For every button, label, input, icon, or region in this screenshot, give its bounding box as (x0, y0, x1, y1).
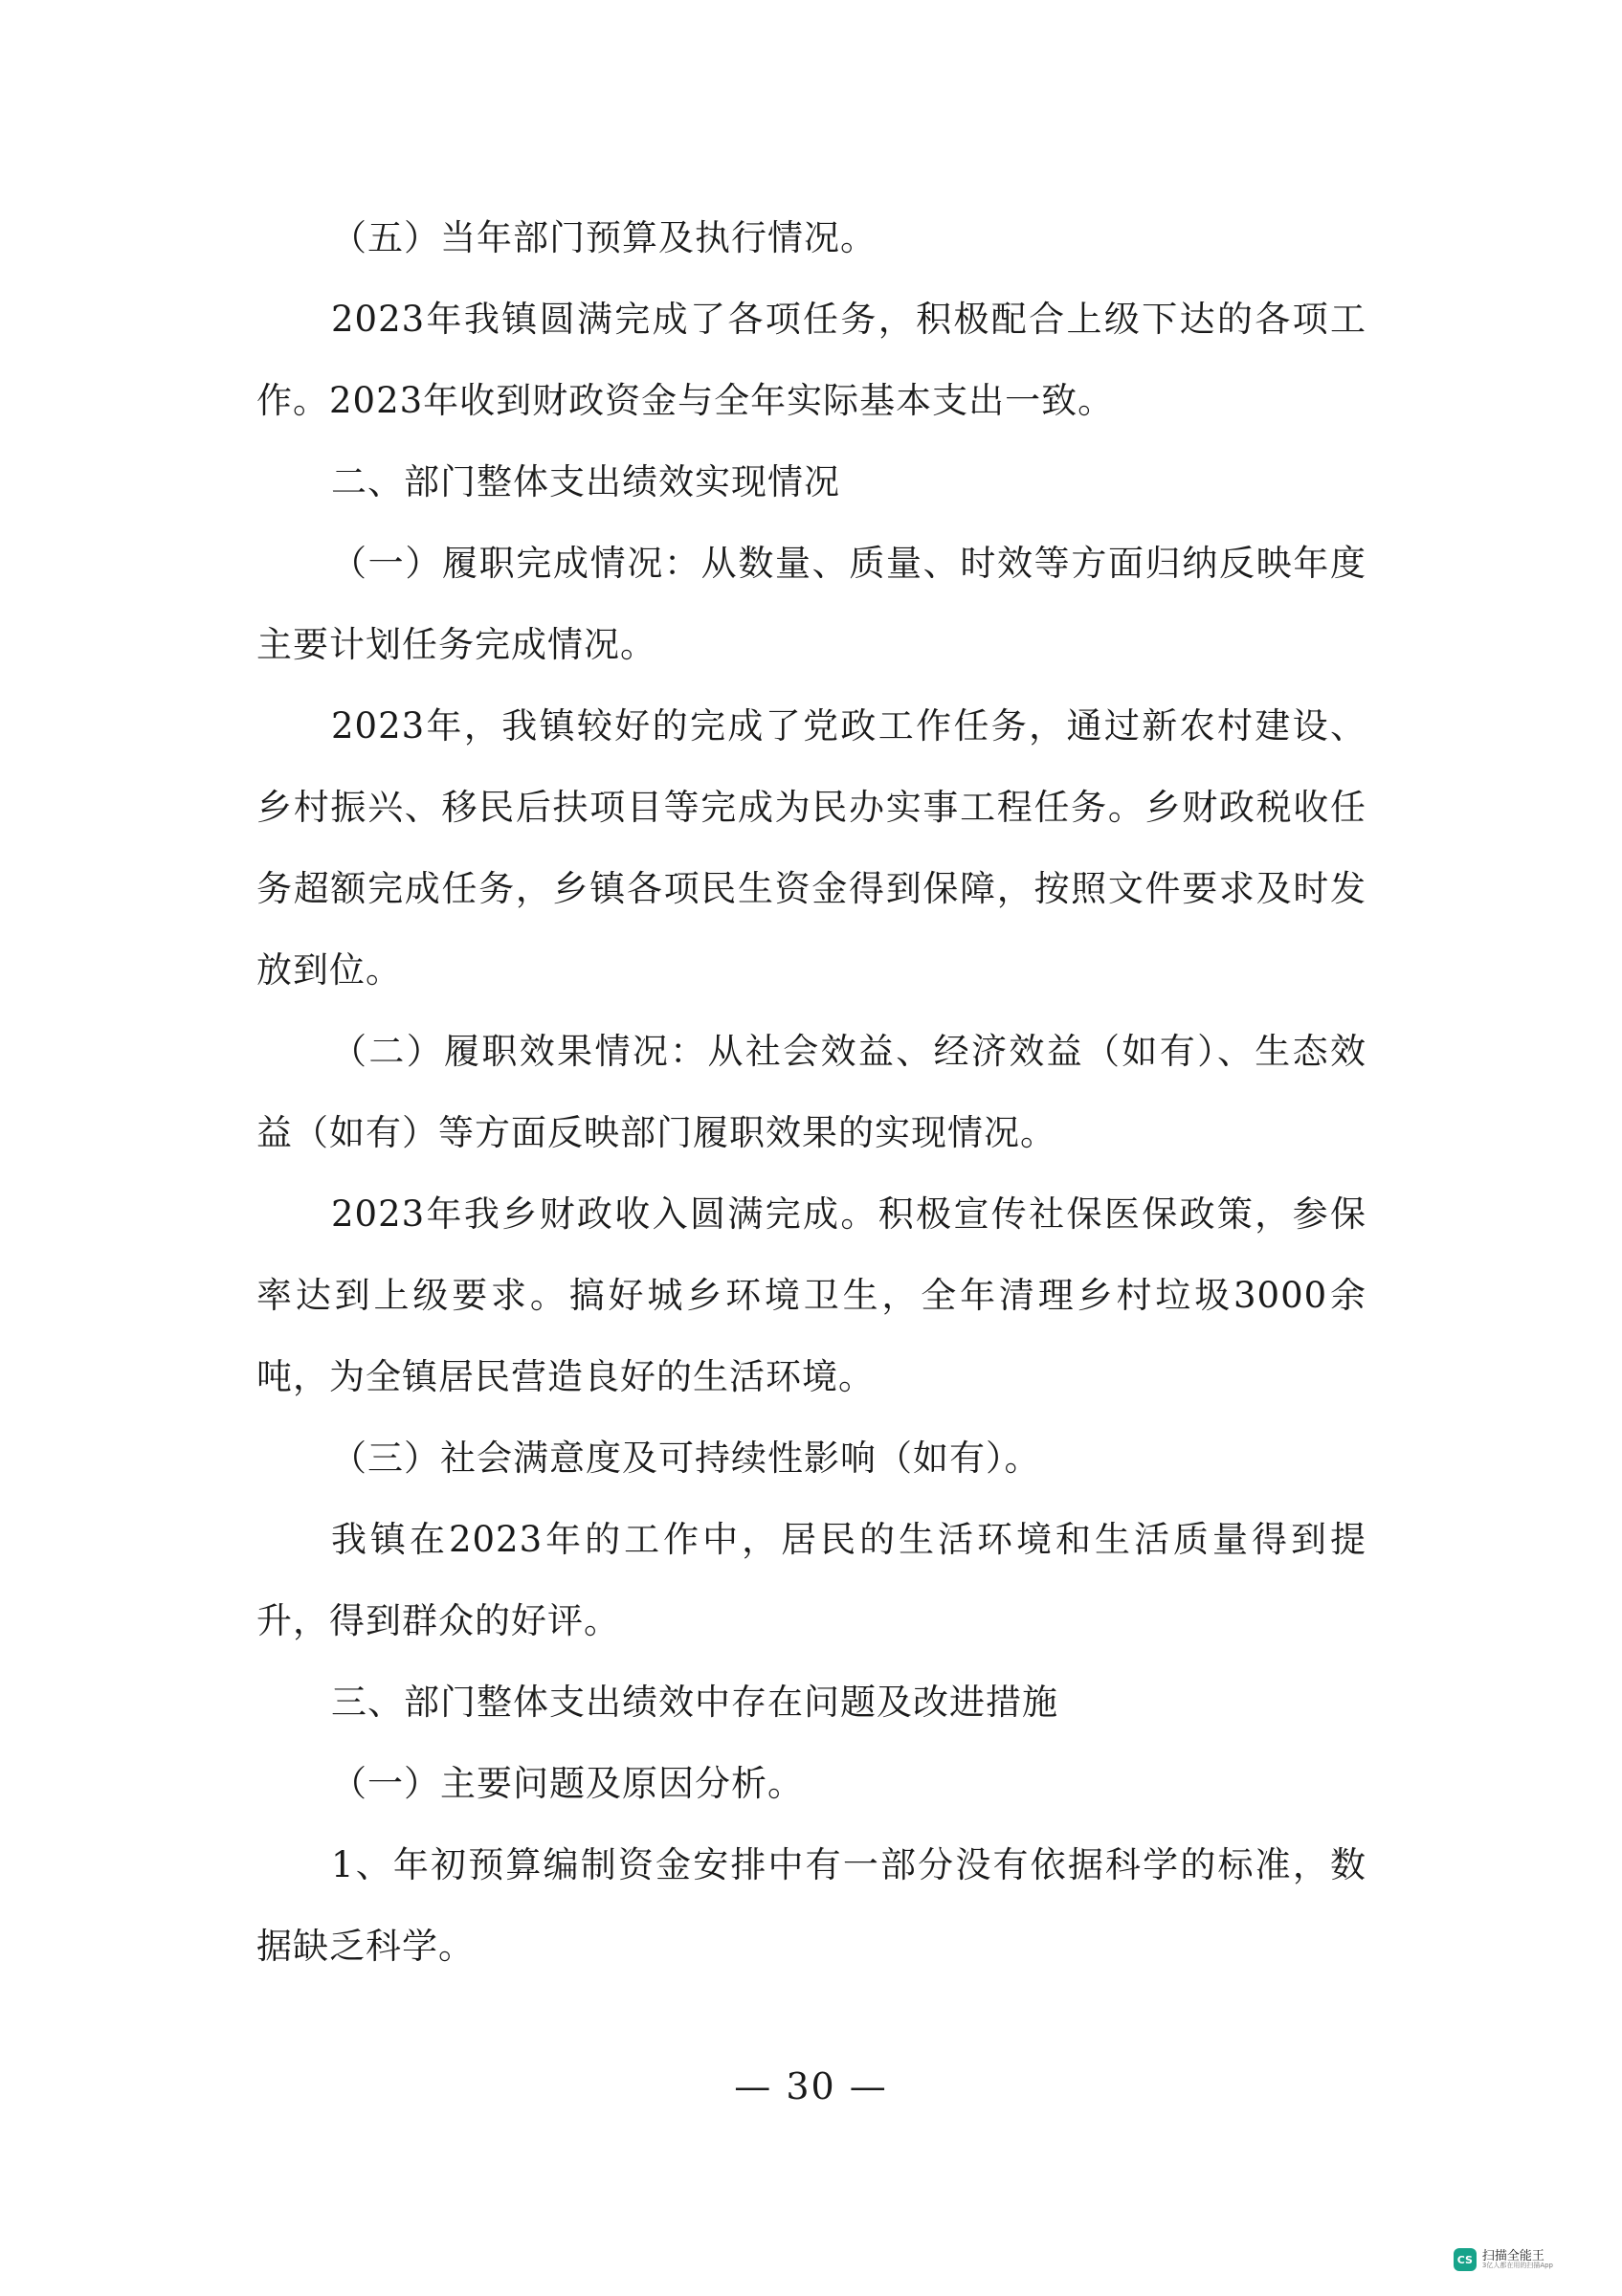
body-paragraph: 1、年初预算编制资金安排中有一部分没有依据科学的标准，数据缺乏科学。 (256, 1844, 1366, 1967)
document-body (256, 197, 1366, 1987)
section-heading: 二、部门整体支出绩效实现情况 (331, 461, 840, 502)
watermark-subtitle: 3亿人都在用的扫描App (1481, 2262, 1553, 2270)
scanner-watermark (1454, 2248, 1553, 2271)
body-paragraph: 2023年我镇圆满完成了各项任务，积极配合上级下达的各项工作。2023年收到财政资金与全年实际基本支出一致。 (256, 299, 1366, 421)
body-paragraph: 2023年，我镇较好的完成了党政工作任务，通过新农村建设、乡村振兴、移民后扶项目等完成为民办实事工程任务。乡财政税收任务超额完成任务，乡镇各项民生资金得到保障，按照文件要求及时发放到位。 (256, 705, 1366, 991)
camscanner-logo-icon: CS (1454, 2248, 1477, 2271)
section-heading: 三、部门整体支出绩效中存在问题及改进措施 (331, 1682, 1058, 1723)
body-paragraph: 2023年我乡财政收入圆满完成。积极宣传社保医保政策，参保率达到上级要求。搞好城乡环境卫生，全年清理乡村垃圾3000余吨，为全镇居民营造良好的生活环境。 (256, 1193, 1366, 1397)
section-heading: （三）社会满意度及可持续性影响（如有）。 (331, 1438, 1041, 1479)
section-heading: （二）履职效果情况：从社会效益、经济效益（如有）、生态效益（如有）等方面反映部门履职效果的实现情况。 (256, 1031, 1366, 1153)
section-heading: （五）当年部门预算及执行情况。 (331, 217, 877, 258)
page-number: — 30 — (734, 2065, 888, 2107)
body-paragraph: 我镇在2023年的工作中，居民的生活环境和生活质量得到提升，得到群众的好评。 (256, 1519, 1366, 1641)
section-heading: （一）主要问题及原因分析。 (331, 1763, 804, 1804)
watermark-title: 扫描全能王 (1481, 2248, 1544, 2263)
section-heading: （一）履职完成情况：从数量、质量、时效等方面归纳反映年度主要计划任务完成情况。 (256, 543, 1366, 665)
watermark-text (1482, 2250, 1553, 2270)
